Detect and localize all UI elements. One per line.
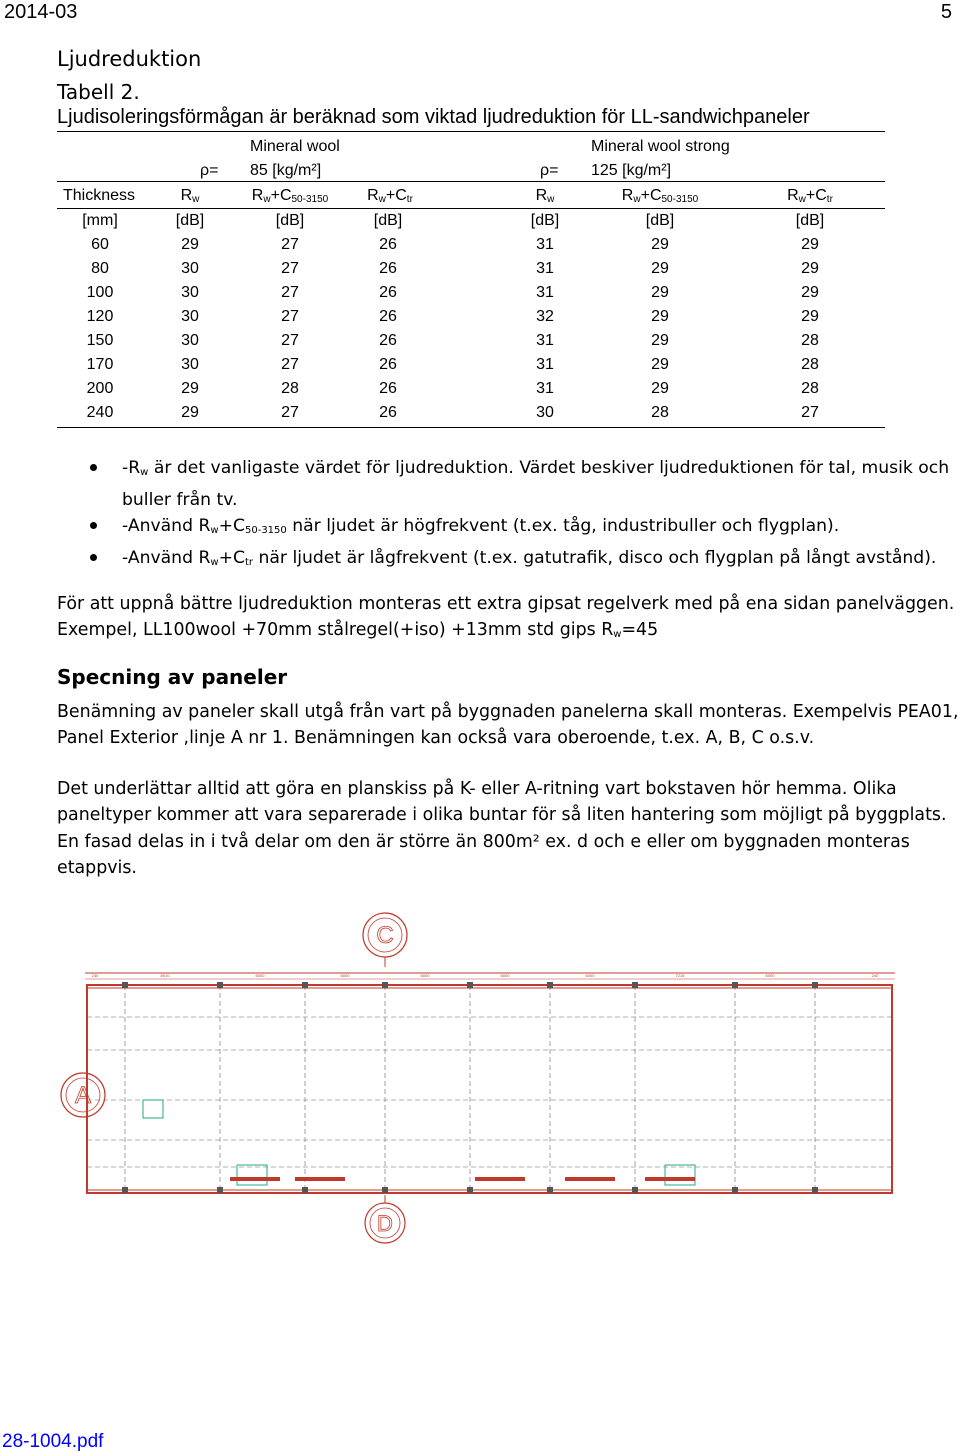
dimension-label: 240 [871, 973, 879, 978]
thickness-cell: 100 [86, 284, 114, 301]
section2-title: Specning av paneler [57, 665, 288, 689]
db-value-cell: 26 [379, 260, 397, 277]
col-header-rw-c-2: $R_w+C_{50-3150}$ [621, 187, 699, 205]
thickness-cell: 200 [86, 380, 114, 397]
paragraph-gypsum: För att uppnå bättre ljudreduktion monteras ett extra gipsat regelverk med på ena sidan panelväggen. Exempel, LL100wool +70mm stålregel(+iso) +13mm std gips $R_w=45$ [57, 594, 955, 641]
db-value-cell: 31 [536, 332, 554, 349]
dimension-label: 6000 [420, 973, 430, 978]
group1-rho: ρ= [200, 162, 219, 179]
db-value-cell: 31 [536, 260, 554, 277]
db-value-cell: 27 [281, 308, 299, 325]
bullet-item: $-R_w$ är det vanligaste värdet för ljudreduktion. Värdet beskiver ljudreduktionen för tal, musik och buller från tv. [88, 455, 958, 513]
unit-cell: [dB] [645, 212, 675, 229]
unit-cell: [dB] [275, 212, 305, 229]
axis-marker-a [61, 1073, 105, 1117]
db-value-cell: 31 [536, 356, 554, 373]
unit-cell: [dB] [795, 212, 825, 229]
db-value-cell: 27 [801, 404, 819, 421]
thickness-cell: 80 [91, 260, 109, 277]
bullet-text: när ljudet är högfrekvent (t.ex. tåg, industribuller och flygplan). [292, 516, 840, 536]
group2-density: 125 [kg/m²] [591, 162, 672, 179]
dimension-label: 6000 [340, 973, 350, 978]
db-value-cell: 29 [651, 356, 669, 373]
floor-plan-drawing [55, 905, 915, 1245]
db-value-cell: 29 [801, 236, 819, 253]
table-caption: Ljudisoleringsförmågan är beräknad som viktad ljudreduktion för LL-sandwichpaneler [57, 106, 810, 128]
col-header-thickness: Thickness [63, 187, 136, 204]
db-value-cell: 29 [181, 380, 199, 397]
dimension-strip [85, 973, 895, 979]
svg-text:A: A [74, 1082, 92, 1109]
db-value-cell: 31 [536, 284, 554, 301]
db-value-cell: 26 [379, 356, 397, 373]
bullet-item: -Använd $R_w+C_{50-3150}$ när ljudet är högfrekvent (t.ex. tåg, industribuller och flygplan). [88, 513, 958, 545]
db-value-cell: 28 [801, 380, 819, 397]
db-value-cell: 32 [536, 308, 554, 325]
structural-grid [87, 985, 892, 1193]
table-top-rule [57, 131, 885, 132]
dimension-label: 8010 [160, 973, 170, 978]
group2-rho: ρ= [540, 162, 559, 179]
db-value-cell: 27 [281, 332, 299, 349]
db-value-cell: 31 [536, 380, 554, 397]
dimension-label: 240 [91, 973, 99, 978]
db-value-cell: 30 [536, 404, 554, 421]
unit-cell: [dB] [373, 212, 403, 229]
unit-cell: [mm] [82, 212, 118, 229]
paragraph-sketch: Det underlättar alltid att göra en planskiss på K- eller A-ritning vart bokstaven hör hemma. Olika paneltyper kommer att vara separerade i olika buntar för så liten hantering som möjligt på byggplats. En fasad delas in i två delar om den är större än 800m² ex. d och e eller om byggnaden monteras etappvis. [57, 779, 947, 878]
table-label: Tabell 2. [57, 80, 140, 104]
bullet-text: när ljudet är lågfrekvent (t.ex. gatutrafik, disco och flygplan på långt avstånd). [258, 547, 937, 568]
axis-marker-c [363, 913, 407, 967]
table-header-rule [57, 181, 885, 182]
thickness-cell: 120 [86, 308, 114, 325]
dimension-label: 6000 [500, 973, 510, 978]
db-value-cell: 27 [281, 236, 299, 253]
db-value-cell: 27 [281, 404, 299, 421]
db-value-cell: 29 [801, 260, 819, 277]
db-value-cell: 28 [801, 332, 819, 349]
header-date: 2014-03 [4, 1, 78, 23]
interior-details [143, 1100, 695, 1185]
db-value-cell: 29 [181, 236, 199, 253]
thickness-cell: 170 [86, 356, 114, 373]
db-value-cell: 30 [181, 308, 199, 325]
thickness-cell: 150 [86, 332, 114, 349]
thickness-cell: 60 [91, 236, 109, 253]
section-title: Ljudreduktion [57, 47, 202, 71]
dimension-label: 6000 [585, 973, 595, 978]
paragraph-naming: Benämning av paneler skall utgå från vart på byggnaden panelerna skall monteras. Exempelvis PEA01, Panel Exterior ,linje A nr 1. Benämningen kan också vara oberoende, t.ex. A, B, C o.s.v. [57, 702, 959, 749]
group1-name: Mineral wool [250, 138, 340, 155]
footer-filename[interactable]: 28-1004.pdf [2, 1431, 104, 1452]
building-outline [87, 985, 892, 1193]
group1-density: 85 [kg/m²] [250, 162, 322, 179]
db-value-cell: 29 [651, 260, 669, 277]
db-value-cell: 27 [281, 260, 299, 277]
db-value-cell: 30 [181, 284, 199, 301]
axis-marker-d [365, 1195, 405, 1243]
svg-text:C: C [376, 922, 394, 949]
db-value-cell: 26 [379, 404, 397, 421]
bullet-list [88, 455, 958, 576]
dimension-label: 6000 [765, 973, 775, 978]
db-value-cell: 28 [281, 380, 299, 397]
db-value-cell: 29 [651, 284, 669, 301]
db-value-cell: 27 [281, 284, 299, 301]
page-number: 5 [940, 1, 952, 23]
db-value-cell: 26 [379, 236, 397, 253]
db-value-cell: 26 [379, 332, 397, 349]
db-value-cell: 29 [181, 404, 199, 421]
svg-text:D: D [377, 1211, 393, 1236]
bullet-text: är det vanligaste värdet för ljudreduktion. Värdet beskiver ljudreduktionen för tal, musik och buller från tv. [122, 458, 950, 510]
unit-cell: [dB] [530, 212, 560, 229]
table-units-rule [57, 208, 885, 209]
db-value-cell: 26 [379, 284, 397, 301]
db-value-cell: 29 [651, 380, 669, 397]
col-header-rw-ctr-1: $R_w+C_{tr}$ [367, 187, 413, 205]
db-value-cell: 30 [181, 332, 199, 349]
bullet-item: -Använd $R_w+C_{tr}$ när ljudet är lågfrekvent (t.ex. gatutrafik, disco och flygplan på långt avstånd). [88, 545, 958, 577]
col-header-rw-2: $R_w$ [535, 187, 555, 205]
db-value-cell: 29 [651, 308, 669, 325]
db-value-cell: 31 [536, 236, 554, 253]
unit-cell: [dB] [175, 212, 205, 229]
col-header-rw-c-1: $R_w+C_{50-3150}$ [251, 187, 329, 205]
col-header-rw-1: $R_w$ [180, 187, 200, 205]
db-value-cell: 30 [181, 260, 199, 277]
door-labels [230, 1177, 695, 1181]
db-value-cell: 27 [281, 356, 299, 373]
db-value-cell: 26 [379, 380, 397, 397]
db-value-cell: 28 [651, 404, 669, 421]
group2-name: Mineral wool strong [591, 138, 730, 155]
db-value-cell: 28 [801, 356, 819, 373]
dimension-label: 6000 [255, 973, 265, 978]
db-value-cell: 29 [651, 236, 669, 253]
table-bottom-rule [57, 427, 885, 428]
col-header-rw-ctr-2: $R_w+C_{tr}$ [787, 187, 833, 205]
dimension-label: 7215 [675, 973, 685, 978]
db-value-cell: 29 [801, 308, 819, 325]
db-value-cell: 30 [181, 356, 199, 373]
db-value-cell: 26 [379, 308, 397, 325]
thickness-cell: 240 [86, 404, 114, 421]
db-value-cell: 29 [651, 332, 669, 349]
db-value-cell: 29 [801, 284, 819, 301]
